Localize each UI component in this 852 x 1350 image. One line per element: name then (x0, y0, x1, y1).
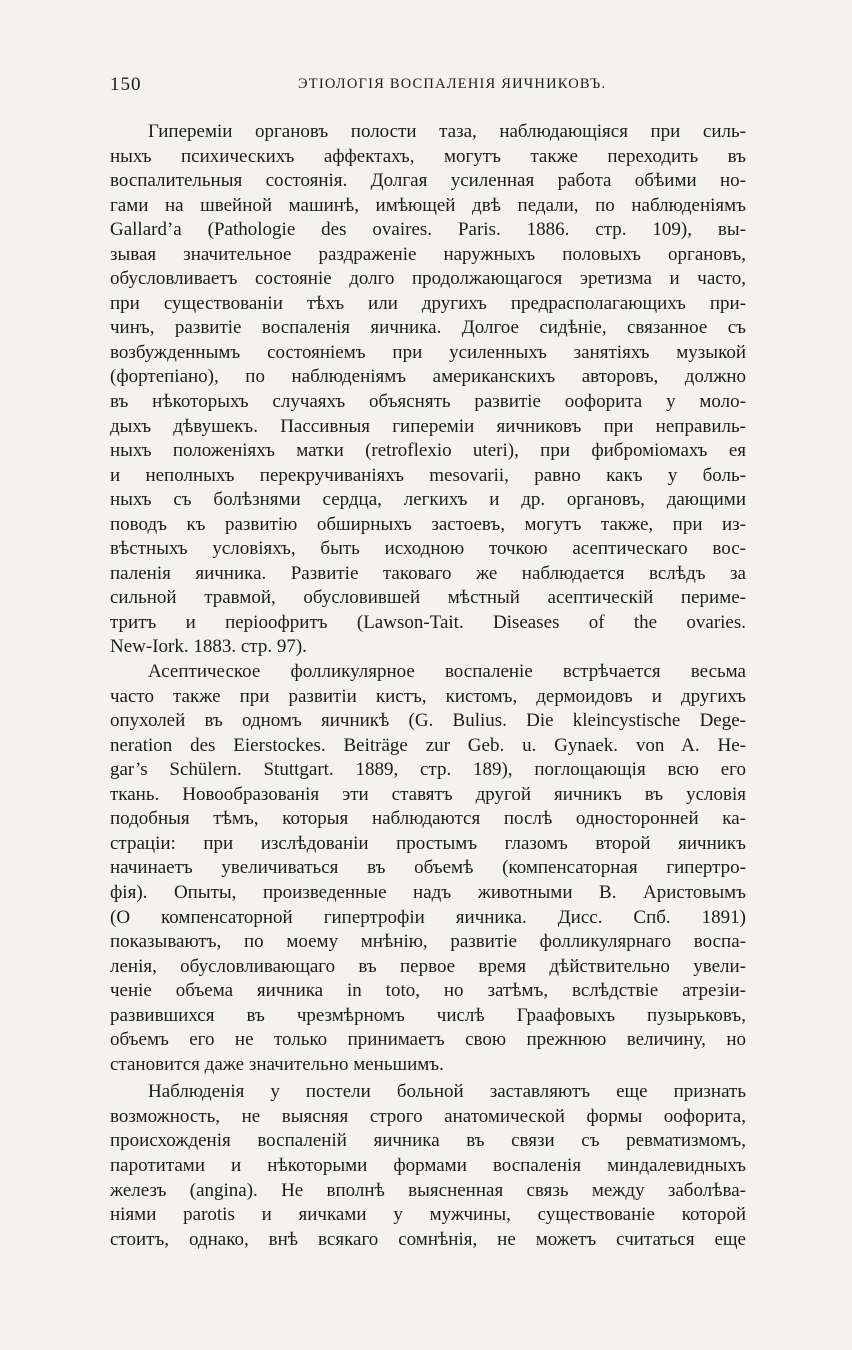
text-line: ныхъ съ болѣзнями сердца, легкихъ и др. органовъ, дающими (110, 489, 746, 511)
text-line: (фортепіано), по наблюденіямъ американскихъ авторовъ, должно (110, 366, 746, 388)
text-line: возможность, не выясняя строго анатомической формы оофорита, (110, 1105, 746, 1127)
text-line: New-Iork. 1883. стр. 97). (110, 636, 307, 658)
text-line: паротитами и нѣкоторыми формами воспаленія миндалевидныхъ (110, 1154, 746, 1176)
text-line: начинаетъ увеличиваться въ объемѣ (компенсаторная гипертро- (110, 857, 746, 879)
text-line: ныхъ положеніяхъ матки (retroflexio uteri), при фиброміомахъ ея (110, 440, 746, 462)
text-line: дыхъ дѣвушекъ. Пассивныя гипереміи яичниковъ при неправиль- (110, 415, 746, 437)
text-line: и неполныхъ перекручиваніяхъ mesovarii, равно какъ у боль- (110, 464, 746, 486)
text-line: чинъ, развитіе воспаленія яичника. Долгое сидѣніе, связанное съ (110, 317, 746, 339)
text-line: Гипереміи органовъ полости таза, наблюдающіяся при силь- (148, 121, 746, 142)
running-title: ЭТІОЛОГІЯ ВОСПАЛЕНІЯ ЯИЧНИКОВЪ. (298, 76, 607, 92)
text-line: ченіе объема яичника in toto, но затѣмъ, вслѣдствіе атрезіи- (110, 980, 746, 1002)
text-line: тритъ и періоофритъ (Lawson-Tait. Diseases of the ovaries. (110, 611, 746, 633)
text-line: поводъ къ развитію обширныхъ застоевъ, могутъ также, при из- (110, 513, 746, 535)
text-line: железъ (angina). Не вполнѣ выясненная связь между заболѣва- (110, 1179, 746, 1201)
text-line: показываютъ, по моему мнѣнію, развитіе фолликулярнаго воспа- (110, 931, 746, 953)
text-line: фія). Опыты, произведенные надъ животными В. Аристовымъ (110, 881, 746, 903)
text-line: подобныя тѣмъ, которыя наблюдаются послѣ односторонней ка- (110, 808, 746, 830)
page-header (110, 74, 750, 96)
text-line: ленія, обусловливающаго въ первое время дѣйствительно увели- (110, 955, 746, 977)
text-line: ніями parotis и яичками у мужчины, существованіе которой (110, 1204, 746, 1226)
text-line: происхожденія воспаленій яичника въ связи съ ревматизмомъ, (110, 1130, 746, 1152)
text-line: воспалительныя состоянія. Долгая усиленная работа обѣими но- (110, 170, 746, 192)
text-line: Асептическое фолликулярное воспаленіе встрѣчается весьма (148, 661, 746, 683)
body-text (110, 120, 746, 1252)
text-line: neration des Eierstockes. Beiträge zur Geb. u. Gynaek. von A. He- (110, 734, 746, 756)
text-line: паленія яичника. Развитіе таковаго же наблюдается вслѣдъ за (110, 562, 746, 584)
text-line: страціи: при изслѣдованіи простымъ глазомъ второй яичникъ (110, 832, 746, 854)
text-line: опухолей въ одномъ яичникѣ (G. Bulius. Die kleincystische Dege- (110, 710, 746, 732)
text-line: вѣстныхъ условіяхъ, быть исходною точкою асептическаго вос- (110, 538, 746, 560)
text-line: гами на швейной машинѣ, имѣющей двѣ педали, по наблюденіямъ (110, 194, 746, 216)
text-line: Наблюденія у постели больной заставляютъ еще признать (148, 1081, 746, 1103)
text-line: обусловливаетъ состояніе долго продолжающагося эретизма и часто, (110, 268, 746, 290)
text-line: (О компенсаторной гипертрофіи яичника. Дисс. Спб. 1891) (110, 906, 746, 928)
text-line: стоитъ, однако, внѣ всякаго сомнѣнія, не можетъ считаться еще (110, 1228, 746, 1250)
text-line: часто также при развитіи кистъ, кистомъ, дермоидовъ и другихъ (110, 685, 746, 707)
text-line: ныхъ психическихъ аффектахъ, могутъ также переходить въ (110, 145, 746, 167)
text-line: зывая значительное раздраженіе наружныхъ половыхъ органовъ, (110, 243, 746, 265)
text-line: ткань. Новообразованія эти ставятъ другой яичникъ въ условія (110, 783, 746, 805)
text-line: при существованіи тѣхъ или другихъ предрасполагающихъ при- (110, 292, 746, 314)
text-line: возбужденнымъ состояніемъ при усиленныхъ занятіяхъ музыкой (110, 341, 746, 363)
text-line: развившихся въ чрезмѣрномъ числѣ Граафовыхъ пузырьковъ, (110, 1004, 746, 1026)
text-line: сильной травмой, обусловившей мѣстный асептическій периме- (110, 587, 746, 609)
text-line: Gallard’a (Pathologie des ovaires. Paris. 1886. стр. 109), вы- (110, 219, 746, 241)
text-line: въ нѣкоторыхъ случаяхъ объяснять развитіе оофорита у моло- (110, 391, 746, 413)
page-number: 150 (110, 74, 142, 95)
text-line: объемъ его не только принимаетъ свою прежнюю величину, но (110, 1029, 746, 1051)
text-line: gar’s Schülern. Stuttgart. 1889, стр. 189), поглощающія всю его (110, 759, 746, 781)
text-line: становится даже значительно меньшимъ. (110, 1053, 444, 1075)
